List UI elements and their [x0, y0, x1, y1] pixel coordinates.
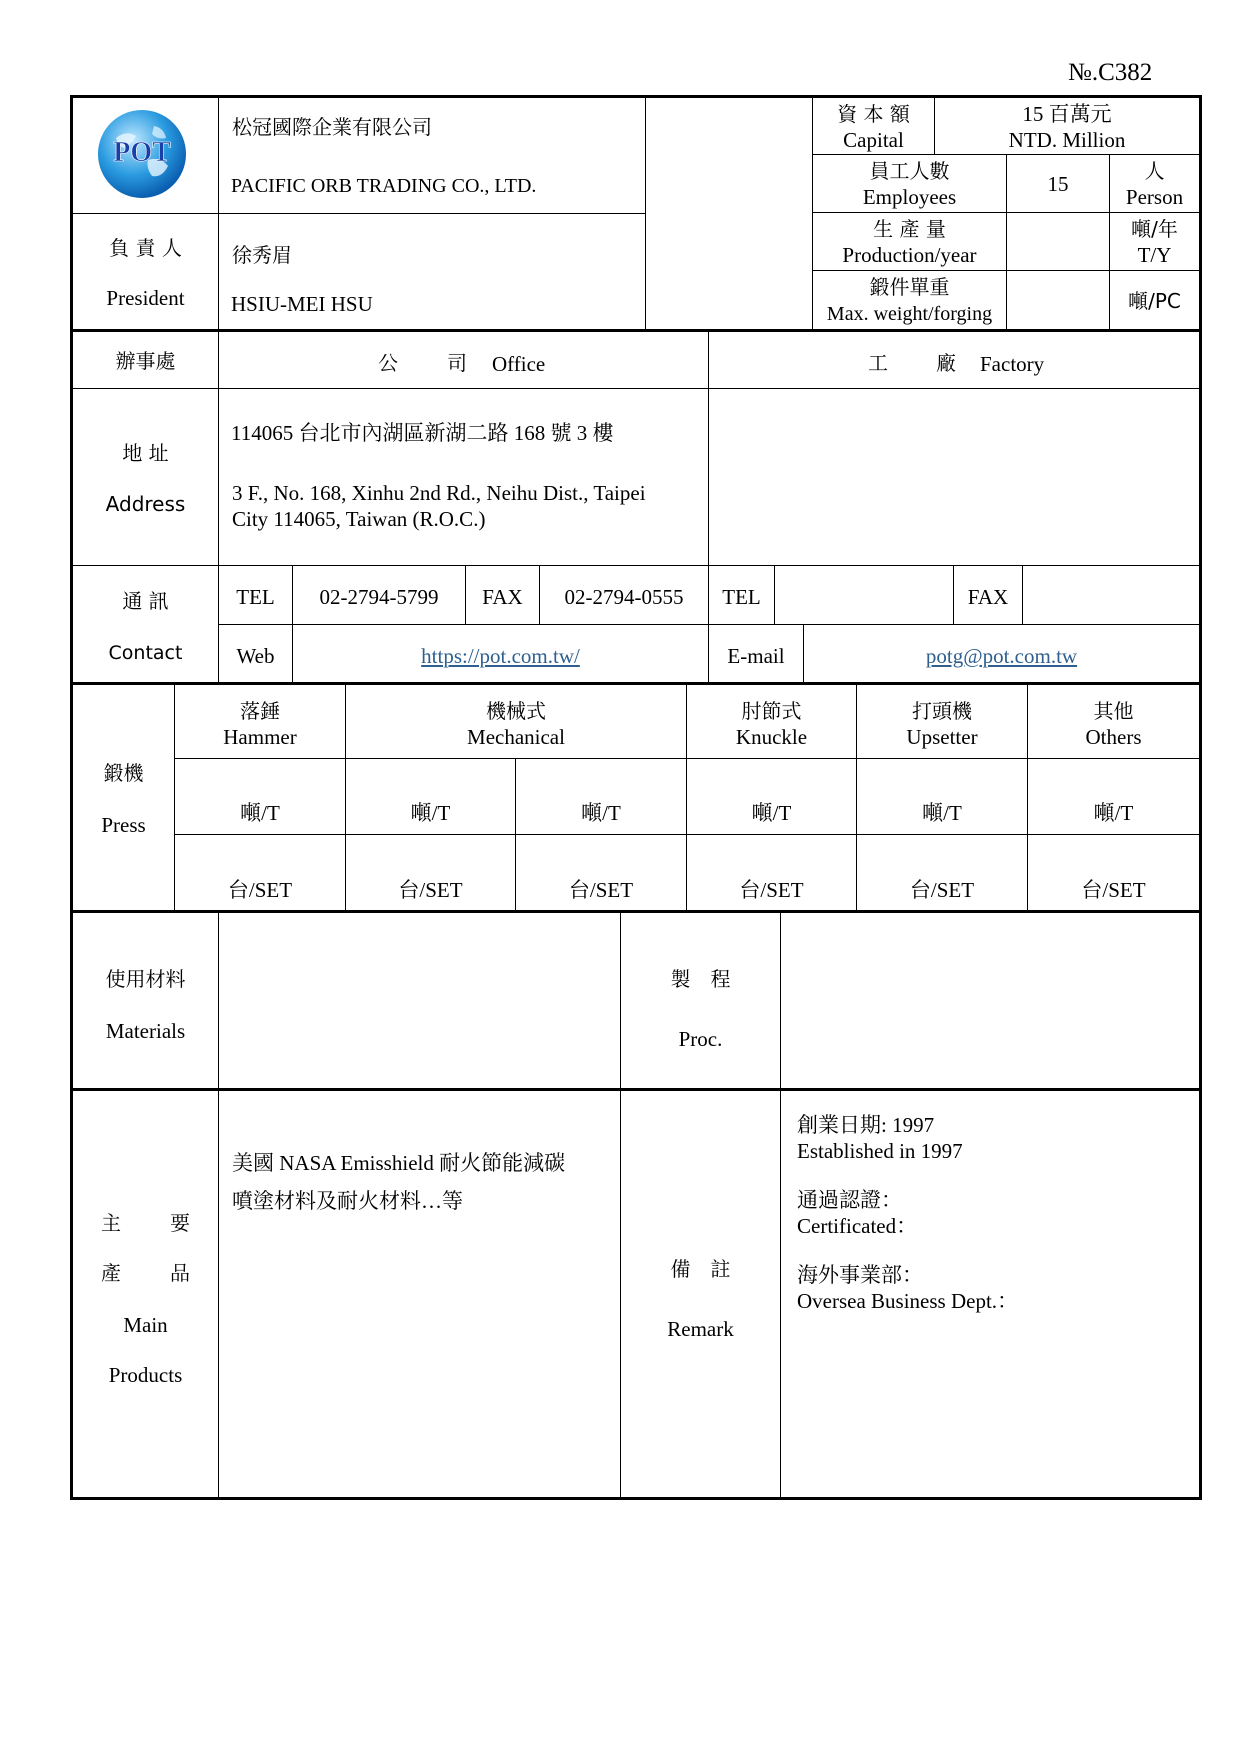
press-type-en: Others — [1085, 725, 1142, 749]
press-type-zh: 落錘 — [240, 699, 280, 723]
fax-label: FAX — [482, 585, 523, 609]
main-products-line2: 噴塗材料及耐火材料…等 — [232, 1189, 463, 1213]
press-type-zh: 肘節式 — [741, 699, 802, 723]
press-type-zh: 打頭機 — [912, 699, 972, 723]
remark-label-zh: 備 註 — [670, 1257, 731, 1281]
factory-label-en: Factory — [980, 352, 1045, 376]
max-weight-unit: 噸/PC — [1128, 289, 1181, 313]
press-type-zh: 其他 — [1093, 699, 1134, 723]
company-name-en: PACIFIC ORB TRADING CO., LTD. — [231, 175, 537, 197]
website-link[interactable]: https://pot.com.tw/ — [421, 644, 580, 668]
set-unit: 台/SET — [739, 878, 804, 902]
capital-label-en: Capital — [843, 128, 904, 152]
max-weight-label-en: Max. weight/forging — [826, 303, 993, 325]
set-unit: 台/SET — [227, 878, 293, 902]
press-type-en: Upsetter — [906, 725, 978, 749]
production-unit-zh: 噸/年 — [1131, 217, 1178, 241]
contact-label-en: Contact — [108, 642, 183, 664]
ton-unit: 噸/T — [410, 801, 451, 825]
ton-unit: 噸/T — [581, 801, 621, 825]
ton-unit: 噸/T — [240, 801, 280, 825]
address-label-zh: 地 址 — [122, 441, 169, 465]
materials-label-en: Materials — [105, 1019, 186, 1043]
remark-cert-en: Certificated： — [797, 1214, 918, 1238]
fax-value: 02-2794-0555 — [564, 585, 684, 609]
remark-label-en: Remark — [667, 1317, 734, 1341]
max-weight-label-zh: 鍛件單重 — [869, 275, 950, 299]
document-number: №.C382 — [1068, 59, 1153, 86]
main-products-label-zh1: 主 — [101, 1211, 121, 1235]
process-label-zh: 製 程 — [670, 967, 731, 991]
remark-cert-zh: 通過認證： — [797, 1188, 902, 1212]
president-name-zh: 徐秀眉 — [232, 243, 292, 267]
employees-value: 15 — [1047, 172, 1069, 196]
address-zh: 114065 台北市內湖區新湖二路 168 號 3 樓 — [231, 421, 614, 445]
factory-label-zh2: 廠 — [936, 351, 956, 375]
press-label-zh: 鍛機 — [103, 761, 144, 785]
office-label-en: Office — [492, 352, 546, 376]
email-label: E-mail — [727, 644, 785, 668]
set-unit: 台/SET — [1081, 878, 1146, 902]
production-unit-en: T/Y — [1137, 243, 1172, 267]
main-products-label-en1: Main — [123, 1313, 168, 1337]
president-label-en: President — [106, 286, 185, 310]
set-unit: 台/SET — [568, 878, 634, 902]
main-products-label-zh4: 品 — [170, 1261, 190, 1285]
employees-label-en: Employees — [862, 185, 957, 209]
press-type-en: Mechanical — [467, 725, 565, 749]
ton-unit: 噸/T — [1093, 801, 1134, 825]
address-label-en: Address — [105, 492, 186, 516]
remark-overseas-en: Oversea Business Dept.： — [797, 1289, 1019, 1313]
process-label-en: Proc. — [678, 1027, 723, 1051]
office-label-zh2: 司 — [447, 351, 467, 375]
factory-fax-label: FAX — [967, 585, 1009, 609]
capital-label-zh: 資 本 額 — [837, 102, 910, 126]
press-type-en: Hammer — [223, 725, 297, 749]
press-type-en: Knuckle — [735, 725, 808, 749]
employees-unit-zh: 人 — [1144, 159, 1165, 183]
address-en-line1: 3 F., No. 168, Xinhu 2nd Rd., Neihu Dist., Taipei — [232, 481, 646, 505]
president-name-en: HSIU-MEI HSU — [231, 292, 373, 316]
employees-unit-en: Person — [1125, 185, 1184, 209]
set-unit: 台/SET — [398, 878, 463, 902]
set-unit: 台/SET — [909, 878, 975, 902]
main-products-line1: 美國 NASA Emisshield 耐火節能減碳 — [232, 1151, 566, 1175]
remark-established-en: Established in 1997 — [797, 1139, 963, 1163]
contact-label-zh: 通 訊 — [122, 589, 169, 613]
web-label: Web — [236, 644, 275, 668]
president-label-zh: 負 責 人 — [109, 236, 182, 260]
capital-value-zh: 15 百萬元 — [1022, 102, 1112, 126]
employees-label-zh: 員工人數 — [869, 159, 950, 183]
main-products-label-zh3: 產 — [101, 1261, 121, 1285]
tel-value: 02-2794-5799 — [319, 585, 439, 609]
production-label-zh: 生 產 量 — [873, 217, 946, 241]
main-products-label-en2: Products — [108, 1363, 183, 1387]
capital-value-en: NTD. Million — [1008, 128, 1126, 152]
ton-unit: 噸/T — [922, 801, 962, 825]
address-en-line2: City 114065, Taiwan (R.O.C.) — [232, 507, 486, 531]
ton-unit: 噸/T — [751, 801, 792, 825]
factory-label-zh: 工 — [868, 351, 888, 375]
remark-overseas-zh: 海外事業部： — [797, 1263, 923, 1287]
email-link[interactable]: potg@pot.com.tw — [925, 644, 1078, 668]
company-name-zh: 松冠國際企業有限公司 — [232, 115, 432, 139]
office-label-zh: 公 — [378, 351, 398, 375]
offices-label-zh: 辦事處 — [115, 349, 176, 373]
production-label-en: Production/year — [842, 243, 977, 267]
main-products-label-zh2: 要 — [170, 1211, 190, 1235]
press-type-zh: 機械式 — [486, 699, 546, 723]
press-label-en: Press — [101, 813, 146, 837]
logo-text: POT — [113, 137, 171, 168]
factory-tel-label: TEL — [722, 585, 761, 609]
materials-label-zh: 使用材料 — [105, 967, 186, 991]
remark-established-zh: 創業日期: 1997 — [797, 1113, 935, 1137]
company-logo — [96, 108, 188, 200]
tel-label: TEL — [236, 585, 275, 609]
